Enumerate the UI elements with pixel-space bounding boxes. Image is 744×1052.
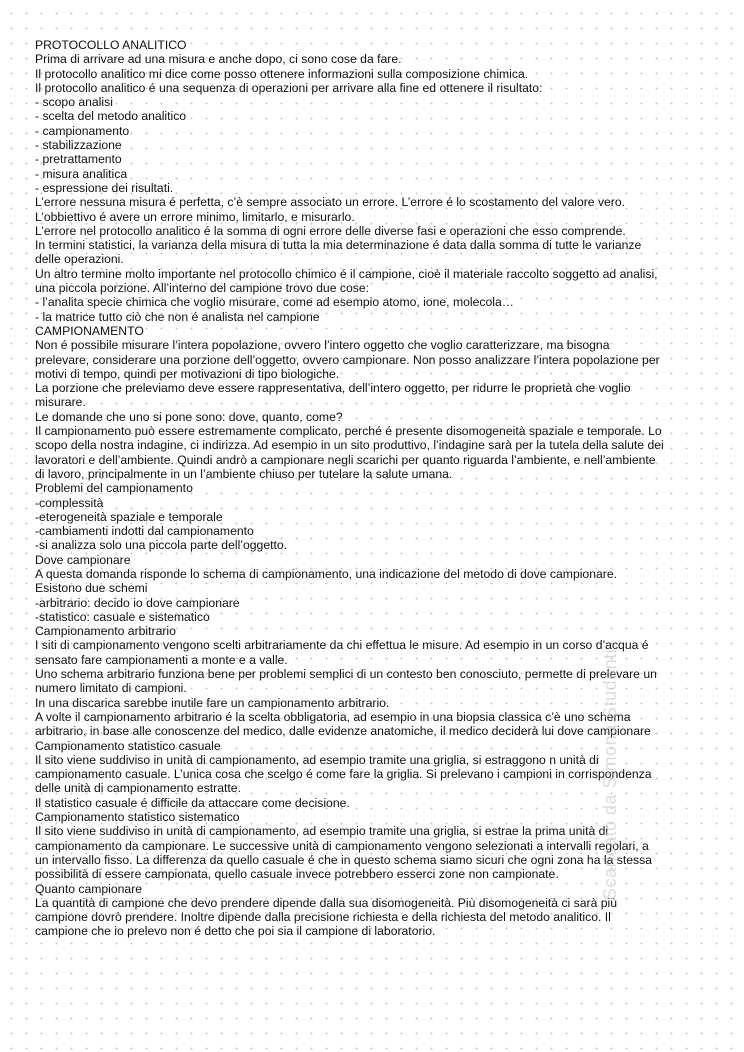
text-line: di lavoro, principalmente in un l’ambiente chiuso per tutelare la salute umana.	[35, 466, 453, 481]
text-line: misurare.	[35, 395, 86, 410]
text-line: prelevare, considerare una porzione dell’oggetto, ovvero campionare. Non posso analizzare l’intera popolazione per	[35, 352, 660, 367]
text-line: L’errore nessuna misura é perfetta, c’è sempre associato un errore. L’errore é lo scostamento del valore vero.	[35, 195, 626, 210]
text-line: - pretrattamento	[35, 152, 122, 167]
text-line: lavoratori e dell’ambiente. Quindi andrò a campionare negli scarichi per quanto riguarda l’ambiente, e nell’ambiente	[35, 452, 656, 467]
text-line: Problemi del campionamento	[35, 481, 193, 496]
text-line: - stabilizzazione	[35, 138, 122, 153]
text-line: Campionamento statistico sistematico	[35, 810, 240, 825]
text-line: delle unità di campionamento estratte.	[35, 781, 241, 796]
text-line: I siti di campionamento vengono scelti arbitrariamente da chi effettua le misure. Ad esempio in un corso d’acqua é	[35, 638, 649, 653]
text-line: - espressione dei risultati.	[35, 180, 174, 195]
text-line: A questa domanda risponde lo schema di campionamento, una indicazione del metodo di dove campionare.	[35, 566, 617, 581]
text-line: In una discarica sarebbe inutile fare un campionamento arbitrario.	[35, 695, 390, 710]
text-line: Dove campionare	[35, 552, 131, 567]
text-line: Campionamento statistico casuale	[35, 738, 221, 753]
text-line: Il campionamento può essere estremamente complicato, perché é presente disomogeneità spaziale e temporale. Lo	[35, 424, 662, 439]
text-line: sensato fare campionamenti a monte e a valle.	[35, 652, 288, 667]
text-line: -si analizza solo una piccola parte dell’oggetto.	[35, 538, 288, 553]
text-line: - campionamento	[35, 123, 130, 138]
text-line: una piccola porzione. All’interno del campione trovo due cose:	[35, 281, 370, 296]
text-line: PROTOCOLLO ANALITICO	[35, 38, 187, 52]
text-line: La porzione che preleviamo deve essere rappresentativa, dell’intero oggetto, per ridurre le proprietà che voglio	[35, 381, 631, 396]
text-line: - l’analita specie chimica che voglio misurare, come ad esempio atomo, ione, molecola…	[35, 295, 514, 310]
text-line: In termini statistici, la varianza della misura di tutta la mia determinazione é data dalla somma di tutte le varianze	[35, 238, 642, 253]
text-line: Esistono due schemi	[35, 581, 148, 596]
text-line: Il statistico casuale é difficile da attaccare come decisione.	[35, 795, 350, 810]
text-line: - la matrice tutto ciò che non é analista nel campione	[35, 309, 320, 324]
text-line: La quantità di campione che devo prendere dipende dalla sua disomogeneità. Più disomogeneità ci sarà più	[35, 895, 618, 910]
text-line: Il protocollo analitico mi dice come posso ottenere informazioni sulla composizione chimica.	[35, 66, 529, 81]
text-line: Quanto campionare	[35, 881, 143, 896]
text-line: - scelta del metodo analitico	[35, 109, 187, 124]
text-line: Il protocollo analitico é una sequenza di operazioni per arrivare alla fine ed ottenere il risultato:	[35, 80, 543, 95]
text-line: - misura analitica	[35, 166, 128, 181]
text-line: motivi di tempo, quindi per motivazioni di tipo biologiche.	[35, 366, 340, 381]
text-line: -eterogeneità spaziale e temporale	[35, 509, 223, 524]
text-line: un intervallo fisso. La differenza da quello casuale é che in questo schema siamo sicuri che ogni zona ha la stessa	[35, 852, 652, 867]
text-line: A volte il campionamento arbitrario é la scelta obbligatoria, ad esempio in una biopsia classica c’è uno schema	[35, 709, 631, 724]
text-line: campione che io prelevo non é detto che poi sia il campione di laboratorio.	[35, 924, 436, 939]
text-line: -cambiamenti indotti dal campionamento	[35, 524, 254, 539]
text-line: delle operazioni.	[35, 252, 124, 267]
text-line: L’obbiettivo é avere un errore minimo, limitarlo, e misurarlo.	[35, 209, 355, 224]
text-line: Prima di arrivare ad una misura e anche dopo, ci sono cose da fare.	[35, 52, 402, 67]
text-line: L’errore nel protocollo analitico é la somma di ogni errore delle diverse fasi e operazioni che esso comprende.	[35, 223, 626, 238]
text-line: campione dovrò prendere. Inoltre dipende dalla precisione richiesta e della richiesta del metodo analitico. Il	[35, 910, 611, 925]
text-line: -arbitrario: decido io dove campionare	[35, 595, 240, 610]
text-line: -statistico: casuale e sistematico	[35, 609, 210, 624]
text-line: numero limitato di campioni.	[35, 681, 187, 696]
text-line: arbitrario, in base alle conoscenze del medico, dalle evidenze anatomiche, il medico deciderà lui dove campionare	[35, 724, 651, 739]
text-line: possibilità di essere campionata, quello casuale invece potrebbero esserci zone non campionate.	[35, 867, 559, 882]
watermark: Scaricato da Simona Studenti	[600, 648, 620, 900]
text-line: Campionamento arbitrario	[35, 624, 176, 639]
text-line: campionamento da campionare. Le successive unità di campionamento vengono selezionati a intervalli regolari, a	[35, 838, 649, 853]
text-line: Un altro termine molto importante nel protocollo chimico é il campione, cioè il materiale raccolto soggetto ad analisi,	[35, 266, 658, 281]
text-line: Uno schema arbitrario funziona bene per problemi semplici di un contesto ben conosciuto, permette di prelevare un	[35, 667, 657, 682]
text-line: scopo della nostra indagine, ci indirizza. Ad esempio in un sito produttivo, l’indagine sarà per la tutela della salute dei	[35, 438, 664, 453]
text-line: -complessità	[35, 495, 104, 510]
text-line: Non é possibile misurare l’intera popolazione, ovvero l’intero oggetto che voglio caratterizzare, ma bisogna	[35, 338, 610, 353]
text-line: campionamento casuale. L’unica cosa che scelgo é come fare la griglia. Si prelevano i campioni in corrispondenza	[35, 767, 652, 782]
text-line: - scopo analisi	[35, 95, 113, 110]
text-line: Il sito viene suddiviso in unità di campionamento, ad esempio tramite una griglia, si estraggono n unità di	[35, 752, 599, 767]
text-line: Le domande che uno si pone sono: dove, quanto, come?	[35, 409, 343, 424]
text-line: Il sito viene suddiviso in unità di campionamento, ad esempio tramite una griglia, si estrae la prima unità di	[35, 824, 609, 839]
text-line: CAMPIONAMENTO	[35, 323, 144, 338]
